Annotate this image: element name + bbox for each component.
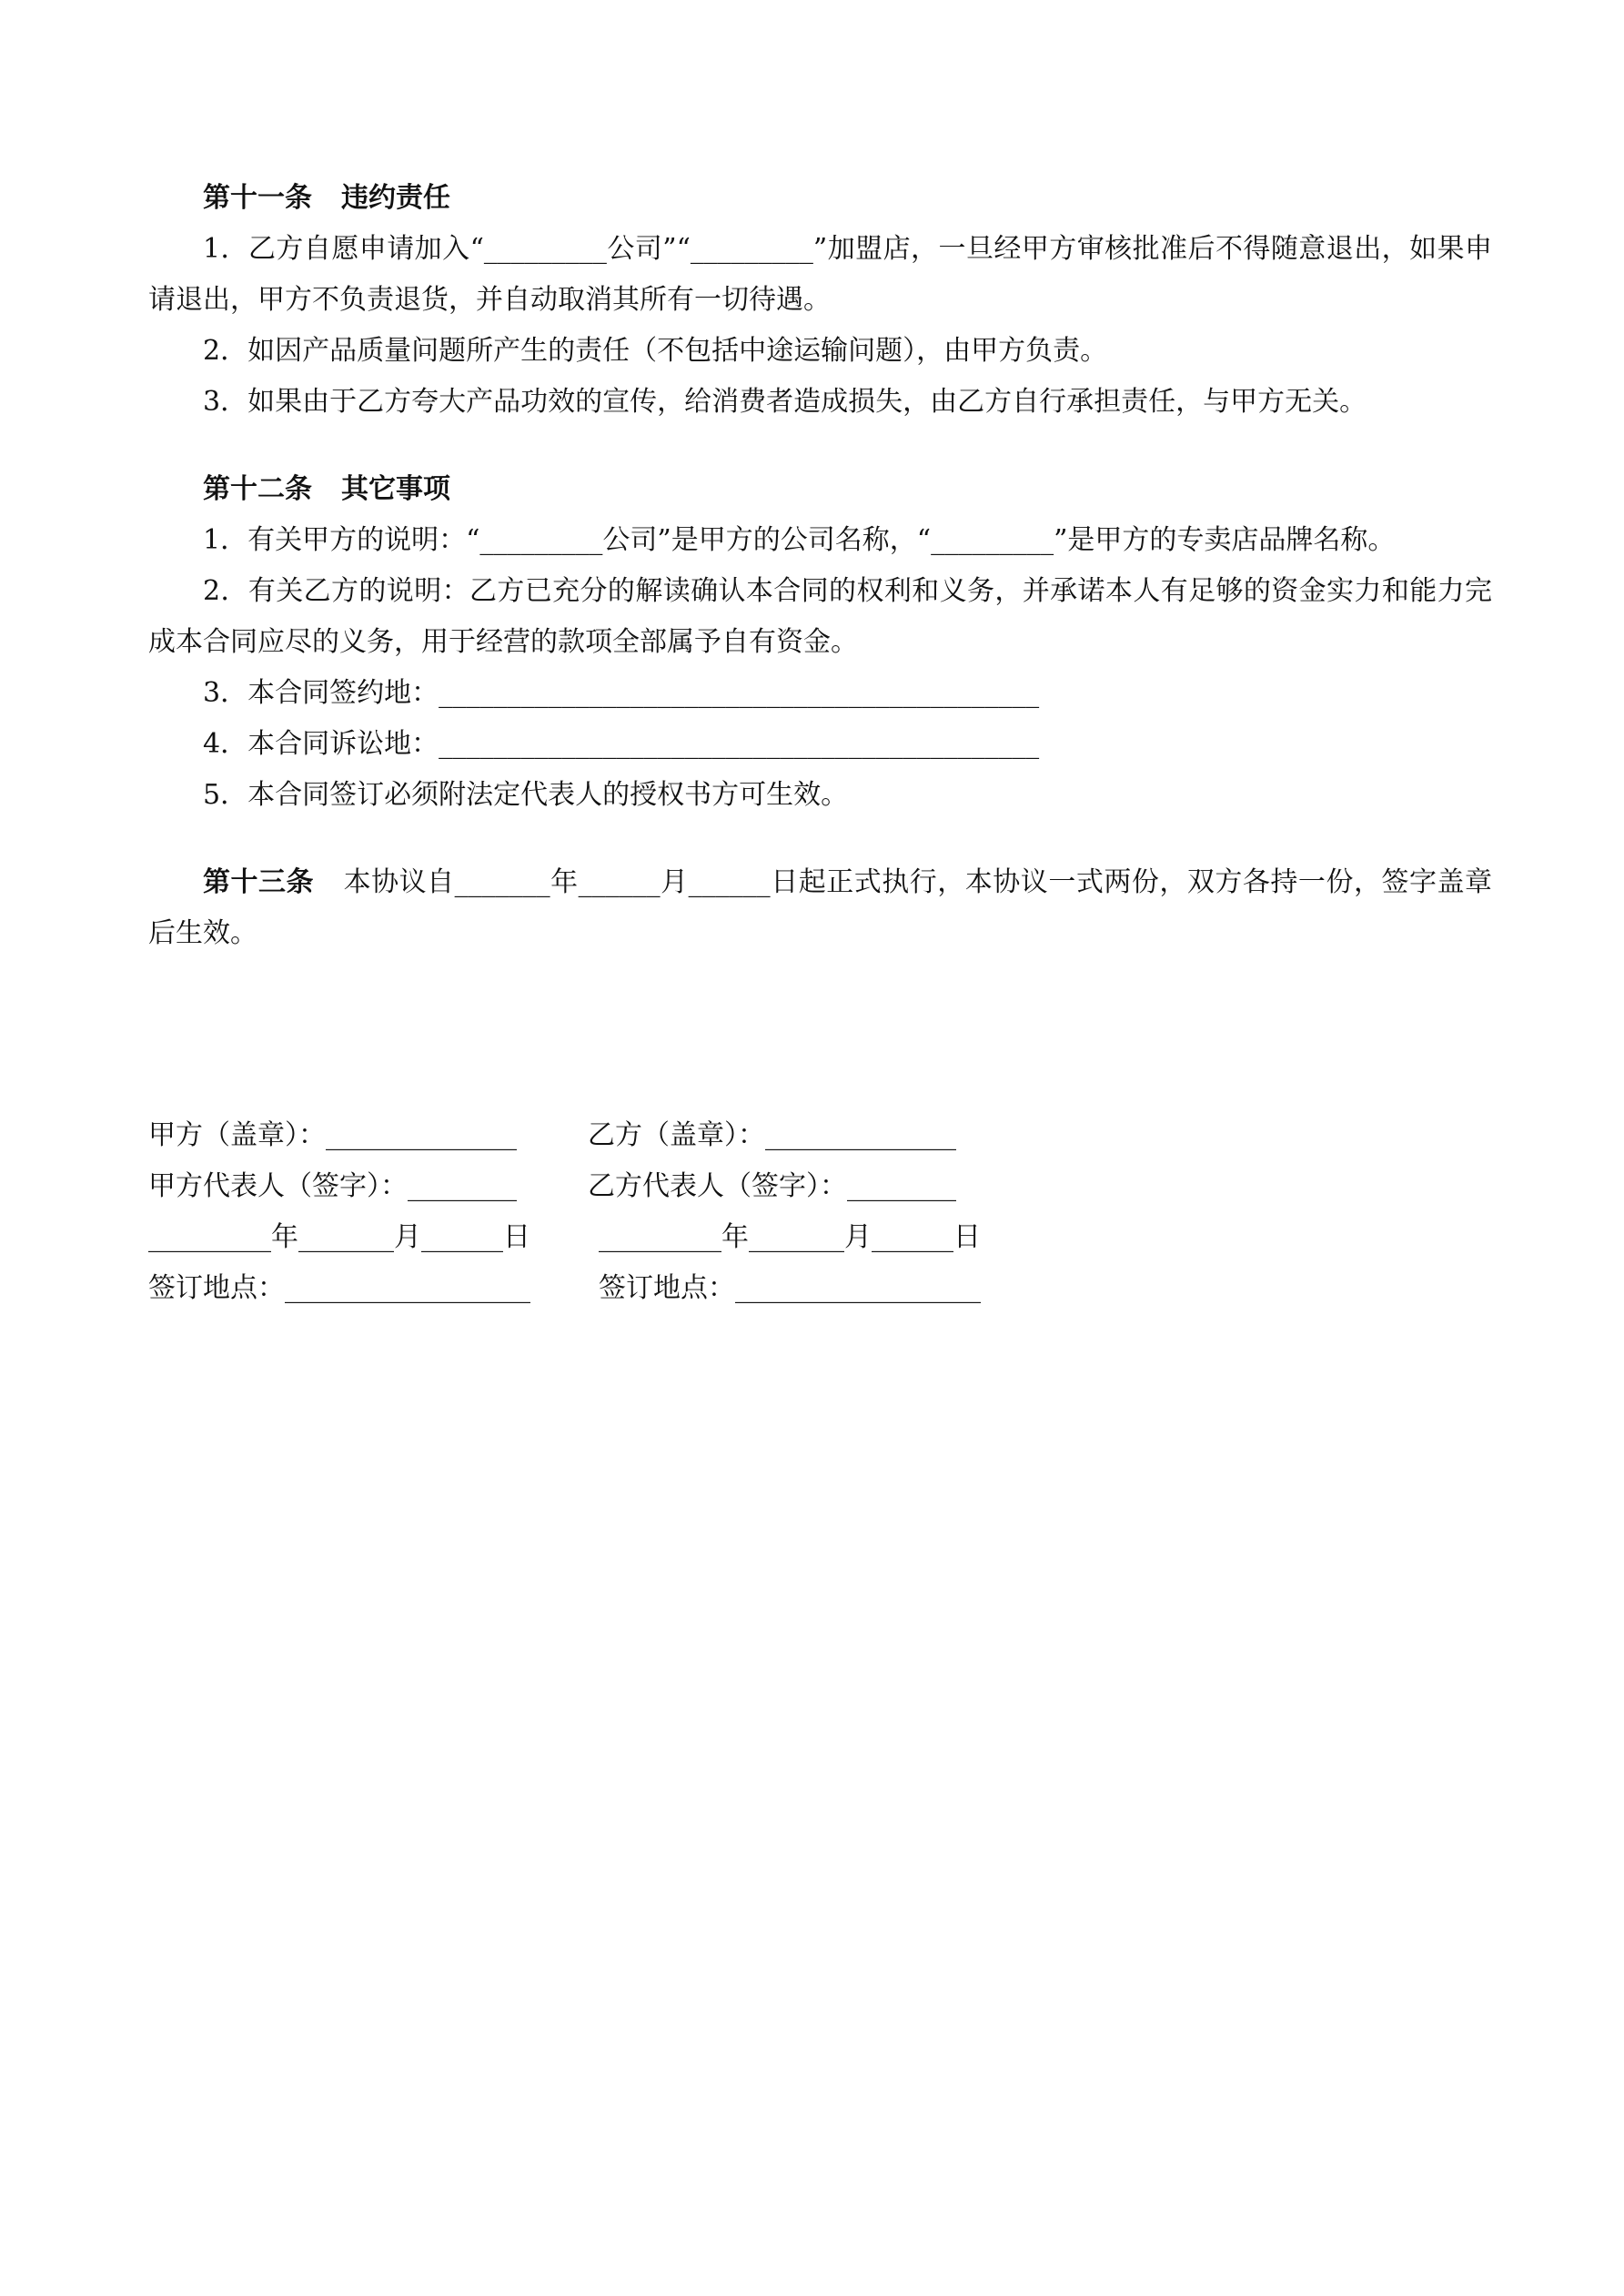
article-12-item-4: 4．本合同诉讼地：____________________________________________	[203, 728, 1040, 760]
article-11-number: 第十一条	[203, 182, 312, 214]
signature-row-seal	[148, 1110, 1043, 1161]
party-a-date: _________年_______月______日	[148, 1221, 530, 1253]
signature-row-place	[148, 1263, 1043, 1314]
article-12-item-5: 5．本合同签订必须附法定代表人的授权书方可生效。	[203, 779, 849, 811]
article-11-item-1: 1．乙方自愿申请加入“_________公司”“_________”加盟店，一旦经甲方审核批准后不得随意退出，如果申请退出，甲方不负责退货，并自动取消其所有一切待遇。	[148, 233, 1492, 316]
article-12-heading	[148, 464, 1492, 515]
article-11-heading	[148, 173, 1492, 224]
party-a-representative: 甲方代表人（签字）：________	[148, 1170, 517, 1202]
article-13-paragraph	[148, 857, 1492, 959]
article-11-item-2: 2．如因产品质量问题所产生的责任（不包括中途运输问题），由甲方负责。	[203, 335, 1108, 367]
article-11	[148, 173, 1492, 428]
article-13-text: 本协议自_______年______月______日起正式执行，本协议一式两份，双方各持一份，签字盖章后生效。	[148, 866, 1493, 949]
party-a-place: 签订地点：__________________	[148, 1272, 530, 1304]
party-b-place: 签订地点：__________________	[599, 1272, 981, 1304]
signature-row-rep	[148, 1161, 1043, 1212]
article-13-number: 第十三条	[203, 866, 315, 898]
party-b-date: _________年_______月______日	[599, 1221, 981, 1253]
party-a-seal: 甲方（盖章）：______________	[148, 1119, 517, 1151]
contract-body	[148, 173, 1492, 959]
article-12-number: 第十二条	[203, 473, 312, 505]
article-12-item-3: 3．本合同签约地：____________________________________________	[203, 677, 1040, 709]
signature-block	[148, 1110, 1043, 1314]
signature-row-date	[148, 1212, 1043, 1263]
party-b-seal: 乙方（盖章）：______________	[588, 1119, 956, 1151]
article-12-item-1: 1．有关甲方的说明：“_________公司”是甲方的公司名称，“_________”是甲方的专卖店品牌名称。	[203, 524, 1396, 556]
article-12	[148, 464, 1492, 821]
article-11-title: 违约责任	[341, 182, 450, 214]
party-b-representative: 乙方代表人（签字）：________	[588, 1170, 956, 1202]
article-12-title: 其它事项	[341, 473, 450, 505]
article-13	[148, 857, 1492, 959]
article-12-item-2: 2．有关乙方的说明：乙方已充分的解读确认本合同的权利和义务，并承诺本人有足够的资金实力和能力完成本合同应尽的义务，用于经营的款项全部属予自有资金。	[148, 575, 1492, 658]
article-11-item-3: 3．如果由于乙方夸大产品功效的宣传，给消费者造成损失，由乙方自行承担责任，与甲方无关。	[203, 386, 1367, 418]
